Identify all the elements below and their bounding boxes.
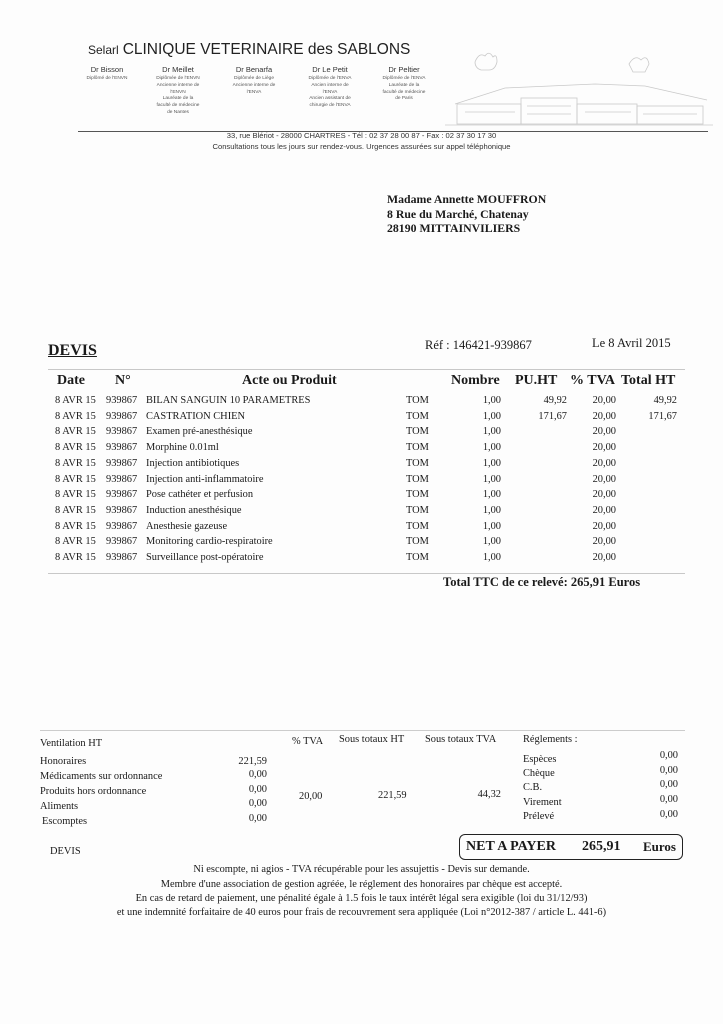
row-number: 939867 [106,442,138,454]
doctor-desc-line: l'ENVA [246,89,262,95]
doctor-desc [137,76,219,117]
recipient-name: Madame Annette MOUFFRON [387,192,547,206]
clinic-name-prefix: Selarl [88,43,119,57]
row-animal: TOM [406,473,429,485]
row-quantity: 1,00 [482,489,501,501]
doctor-desc-line: Ancien assistant de [309,96,351,102]
doctor-name: Dr Meillet [162,65,194,74]
doctor-desc-line: Diplômée de Liège [233,76,274,81]
clinic-name-text: CLINIQUE VETERINAIRE des SABLONS [122,41,411,58]
tva-summary-header-ht: Sous totaux HT [339,734,405,745]
row-date: 8 AVR 15 [55,410,96,422]
row-date: 8 AVR 15 [55,457,96,469]
doctor-benarfa [213,65,295,96]
doctor-desc [213,76,295,96]
doctor-desc-line: l'ENVN [170,89,186,95]
row-animal: TOM [406,410,429,422]
row-tva: 20,00 [592,395,616,406]
header-number: N° [115,373,131,388]
row-animal: TOM [406,536,429,548]
row-date: 8 AVR 15 [55,536,96,548]
row-animal: TOM [406,442,429,454]
row-date: 8 AVR 15 [55,520,96,532]
doctor-desc-line: chirurgie de l'ENVA [309,103,351,109]
row-tva: 20,00 [592,504,616,516]
row-number: 939867 [106,426,138,438]
ventilation-value: 0,00 [248,784,267,795]
ventilation-label: Honoraires [40,756,87,767]
tva-summary-ht: 221,59 [378,790,407,801]
row-number: 939867 [106,489,138,501]
tva-summary-tva: 44,32 [477,789,501,800]
header-act: Acte ou Produit [242,373,337,388]
row-quantity: 1,00 [482,552,501,563]
row-number: 939867 [106,457,138,469]
doctor-desc-line: Diplômé de l'ENVN [86,76,128,81]
doctor-bisson [66,65,148,83]
row-animal: TOM [406,457,429,469]
tva-summary-header-tva: Sous totaux TVA [425,734,497,745]
row-act: Anesthesie gazeuse [146,520,228,532]
row-unit-price: 171,67 [538,410,567,422]
table-row [0,395,723,411]
row-act: Pose cathéter et perfusion [146,489,254,501]
reglement-value: 0,00 [659,779,678,790]
ventilation-label: Escomptes [42,816,88,827]
row-tva: 20,00 [592,536,616,548]
doctor-name: Dr Bisson [90,65,124,74]
doctor-desc-line: l'ENVA [322,89,338,95]
reglement-value: 0,00 [659,750,678,761]
document-date: Le 8 Avril 2015 [592,336,671,350]
row-date: 8 AVR 15 [55,489,96,501]
doctor-name: Dr Le Petit [312,65,348,74]
header-unit-price: PU.HT [515,373,558,388]
row-animal: TOM [406,489,429,501]
row-date: 8 AVR 15 [55,473,96,485]
row-tva: 20,00 [592,520,616,532]
row-act: Surveillance post-opératoire [146,552,264,563]
ventilation-label: Produits hors ordonnance [40,786,147,797]
recipient-street: 8 Rue du Marché, Chatenay [387,206,529,221]
row-number: 939867 [106,395,138,406]
row-tva: 20,00 [592,442,616,454]
row-quantity: 1,00 [482,520,501,532]
row-date: 8 AVR 15 [55,442,96,454]
tva-summary-rate: 20,00 [299,791,323,802]
clinic-building-illustration [445,48,715,128]
recipient-address [387,192,546,236]
row-number: 939867 [106,520,138,532]
table-row [0,489,723,505]
row-number: 939867 [106,552,138,563]
footer-note: En cas de retard de paiement, une pénalité égale à 1.5 fois le taux intérêt légal sera exigible (loi du 31/12/93) [135,893,588,904]
footer-note: et une indemnité forfaitaire de 40 euros pour frais de recouvrement sera appliquée (Loi n°2012-387 / article L. 441-6) [116,907,607,918]
row-act: BILAN SANGUIN 10 PARAMETRES [146,395,311,406]
ventilation-label: Médicaments sur ordonnance [40,771,163,782]
row-act: Injection anti-inflammatoire [146,473,264,485]
header-total: Total HT [621,373,676,388]
row-quantity: 1,00 [482,410,501,422]
total-ttc: Total TTC de ce relevé: 265,91 Euros [443,575,641,589]
row-tva: 20,00 [592,457,616,469]
doctor-desc [66,76,148,83]
doctor-name: Dr Benarfa [235,65,273,74]
table-row [0,442,723,458]
doctor-name: Dr Peltier [388,65,420,74]
table-row [0,552,723,568]
ventilation-value: 0,00 [248,813,267,824]
ventilation-label: Aliments [40,801,79,812]
reglement-label: C.B. [523,782,543,793]
doctor-desc-line: Diplômée de l'ENVA [308,76,352,81]
row-quantity: 1,00 [482,442,501,454]
net-a-payer-label: NET A PAYER [466,839,556,854]
table-row [0,536,723,552]
doctor-desc-line: Diplômée de l'ENVN [156,76,200,81]
document-title: DEVIS [48,342,97,359]
doctor-desc [289,76,371,110]
row-total: 171,67 [648,410,677,422]
row-number: 939867 [106,536,138,548]
row-unit-price: 49,92 [543,395,567,406]
row-quantity: 1,00 [482,504,501,516]
row-animal: TOM [406,552,429,563]
row-quantity: 1,00 [482,395,501,406]
row-number: 939867 [106,504,138,516]
row-act: CASTRATION CHIEN [146,410,245,422]
reglements-title: Réglements : [523,734,578,745]
ventilation-value: 0,00 [248,798,267,809]
row-act: Injection antibiotiques [146,457,240,469]
reglement-label: Chèque [523,768,555,779]
header-quantity: Nombre [451,373,500,388]
row-animal: TOM [406,395,429,406]
row-animal: TOM [406,504,429,516]
reglement-value: 0,00 [659,809,678,820]
doctor-desc-line: Lauréate de la [162,96,194,102]
reglement-label: Espèces [523,754,557,765]
clinic-hours: Consultations tous les jours sur rendez-vous. Urgences assurées sur appel téléphonique [212,142,511,151]
row-date: 8 AVR 15 [55,504,96,516]
net-a-payer-value: 265,91 [582,839,621,854]
doctor-desc-line: Lauréate de la [388,82,420,88]
doctor-desc-line: faculté de médecine [382,89,426,95]
doctor-desc-line: Ancien interne de [311,82,349,88]
row-tva: 20,00 [592,426,616,438]
recipient-city: 28190 MITTAINVILIERS [387,221,521,235]
row-tva: 20,00 [592,489,616,501]
clinic-name [88,41,410,59]
ventilation-value: 221,59 [238,756,267,767]
reglement-label: Prélevé [523,811,555,822]
tva-summary-header-rate: % TVA [292,736,324,747]
doctor-desc-line: Ancienne interne de [232,82,276,88]
doctor-desc-line: Ancienne interne de [156,82,200,88]
reglement-value: 0,00 [659,765,678,776]
reglement-value: 0,00 [659,794,678,805]
net-a-payer-currency: Euros [643,839,676,854]
clinic-address: 33, rue Blériot - 28000 CHARTRES - Tél : 02 37 28 00 87 - Fax : 02 37 30 17 30 [226,131,497,140]
doctor-le-petit [289,65,371,110]
table-row [0,505,723,521]
row-act: Examen pré-anesthésique [146,426,253,438]
row-tva: 20,00 [592,473,616,485]
footer-devis-label: DEVIS [50,846,81,857]
doctor-desc [363,76,445,103]
row-number: 939867 [106,410,138,422]
row-quantity: 1,00 [482,426,501,438]
table-row [0,521,723,537]
reglement-label: Virement [523,797,562,808]
ventilation-title: Ventilation HT [40,738,103,749]
doctor-desc-line: de Paris [395,96,413,102]
document-reference: Réf : 146421-939867 [425,338,532,352]
row-total: 49,92 [653,395,677,406]
table-row [0,426,723,442]
row-date: 8 AVR 15 [55,552,96,563]
row-date: 8 AVR 15 [55,395,96,406]
doctor-meillet [137,65,219,117]
table-top-divider [48,369,685,370]
row-quantity: 1,00 [482,457,501,469]
header-tva: % TVA [570,373,616,388]
row-tva: 20,00 [592,552,616,563]
table-bottom-divider [48,573,685,574]
table-row [0,474,723,490]
row-quantity: 1,00 [482,473,501,485]
row-quantity: 1,00 [482,536,501,548]
row-date: 8 AVR 15 [55,426,96,438]
header-date: Date [57,373,85,388]
ventilation-value: 0,00 [248,769,267,780]
doctor-peltier [363,65,445,103]
table-row [0,458,723,474]
row-animal: TOM [406,520,429,532]
footer-divider [40,730,685,731]
row-act: Induction anesthésique [146,504,242,516]
doctor-desc-line: de Nantes [167,109,189,115]
row-act: Monitoring cardio-respiratoire [146,536,273,548]
row-act: Morphine 0.01ml [146,442,219,454]
footer-note: Ni escompte, ni agios - TVA récupérable pour les assujettis - Devis sur demande. [193,864,530,875]
row-animal: TOM [406,426,429,438]
doctor-desc-line: Diplômée de l'ENVA [382,76,426,81]
row-tva: 20,00 [592,410,616,422]
footer-note: Membre d'une association de gestion agréée, le réglement des honoraires par chèque est accepté. [160,879,563,890]
doctor-desc-line: faculté de médecine [156,103,200,109]
row-number: 939867 [106,473,138,485]
table-row [0,411,723,427]
